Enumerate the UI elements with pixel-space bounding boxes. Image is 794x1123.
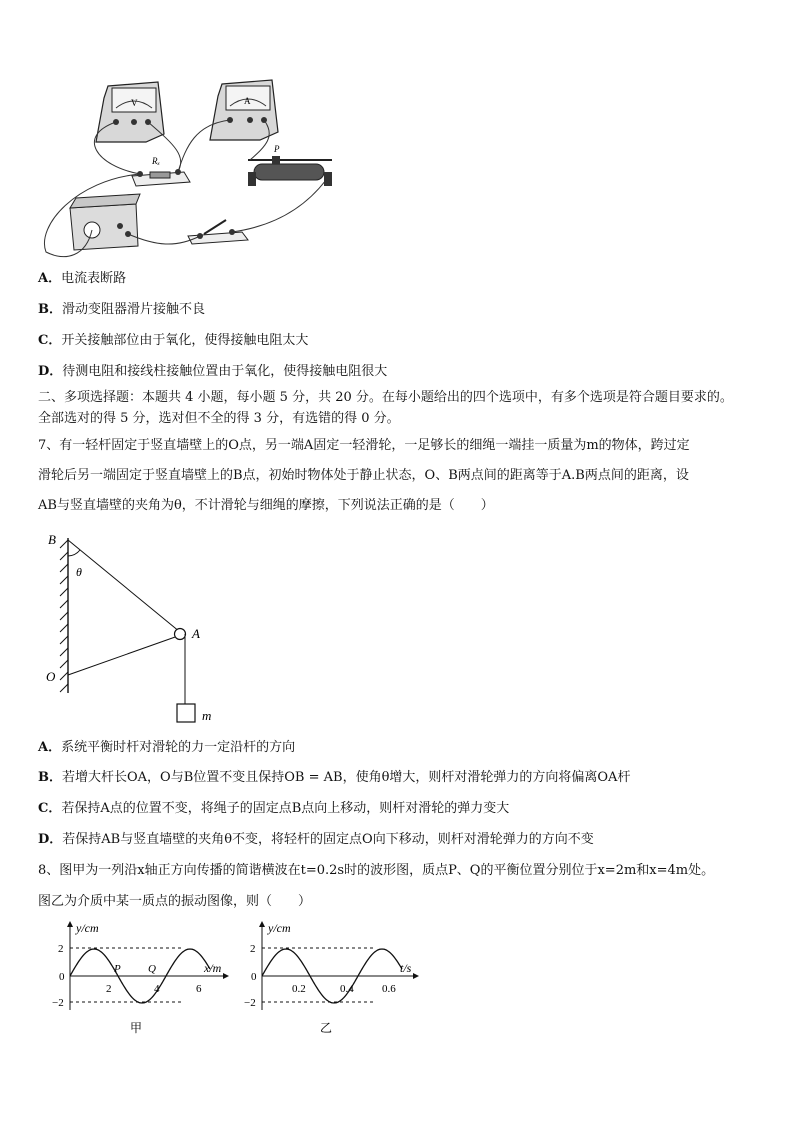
yi-xlabel: t/s (400, 961, 412, 975)
ammeter (210, 80, 278, 140)
option-letter: C． (38, 801, 62, 816)
jia-caption: 甲 (130, 1021, 143, 1035)
yi-y-neg: −2 (244, 997, 256, 1009)
rheostat-slider-label: P (274, 144, 280, 154)
jia-point-p: P (114, 963, 121, 975)
q7-stem-line2: 滑轮后另一端固定于竖直墙壁上的B点，初始时物体处于静止状态，O、B两点间的距离等于A.B两点间的距离，设 (38, 468, 689, 483)
label-o: O (46, 669, 56, 684)
option-letter: D． (38, 832, 63, 847)
section2-instructions-line1: 二、多项选择题：本题共 4 小题，每小题 5 分，共 20 分。在每小题给出的四个选项中，有多个选项是符合题目要求的。 (38, 390, 733, 405)
jia-origin: 0 (59, 971, 65, 983)
label-a: A (192, 626, 200, 641)
q7-stem-line3: AB与竖直墙壁的夹角为θ，不计滑轮与细绳的摩擦，下列说法正确的是（ ） (38, 498, 494, 513)
q8-stem-line1: 8、图甲为一列沿x轴正方向传播的简谐横波在t=0.2s时的波形图，质点P、Q的平衡位置分别位于x=2m和x=4m处。 (38, 863, 715, 878)
label-m: m (202, 708, 212, 723)
resistor-label: Rₓ (152, 156, 161, 166)
yi-tick-02: 0.2 (292, 983, 306, 995)
option-letter: D． (38, 364, 63, 379)
jia-y-pos: 2 (58, 943, 64, 955)
yi-tick-06: 0.6 (382, 983, 396, 995)
label-theta: θ (76, 565, 82, 579)
q8-stem-line2: 图乙为介质中某一质点的振动图像，则（ ） (38, 894, 312, 909)
voltmeter (96, 82, 164, 142)
switch (188, 220, 248, 244)
jia-ylabel: y/cm (76, 921, 99, 935)
option-text: 若增大杆长OA，O与B位置不变且保持OB = AB，使角θ增大，则杆对滑轮弹力的方向将偏离OA杆 (62, 770, 631, 785)
option-letter: B． (38, 302, 62, 317)
option-text: 若保持AB与竖直墙壁的夹角θ不变，将轻杆的固定点O向下移动，则杆对滑轮弹力的方向不变 (62, 832, 594, 847)
option-text: 系统平衡时杆对滑轮的力一定沿杆的方向 (61, 740, 296, 755)
power-supply (70, 194, 140, 250)
q7-option-c[interactable] (38, 800, 768, 818)
jia-point-q: Q (148, 963, 156, 975)
q7-option-a[interactable] (38, 739, 768, 757)
q7-option-b[interactable] (38, 769, 768, 787)
option-text: 开关接触部位由于氧化，使得接触电阻太大 (61, 333, 309, 348)
option-letter: B． (38, 770, 62, 785)
q6-option-a[interactable] (38, 270, 768, 288)
option-text: 电流表断路 (61, 271, 127, 286)
jia-y-neg: −2 (52, 997, 64, 1009)
q6-option-d[interactable] (38, 363, 768, 381)
q6-option-b[interactable] (38, 301, 768, 319)
wall-hatching (60, 540, 68, 692)
label-b: B (48, 532, 56, 547)
resistor-board (132, 156, 190, 186)
q7-option-d[interactable] (38, 831, 768, 849)
yi-origin: 0 (251, 971, 257, 983)
jia-xlabel: x/m (204, 961, 222, 975)
yi-caption: 乙 (320, 1021, 333, 1035)
q7-stem-line1: 7、有一轻杆固定于竖直墙壁上的O点，另一端A固定一轻滑轮，一足够长的细绳一端挂一质量为m的物体，跨过定 (38, 438, 690, 453)
ammeter-label: A (244, 96, 251, 106)
voltmeter-label: V (131, 98, 138, 108)
option-letter: A． (38, 740, 62, 755)
yi-ylabel: y/cm (268, 921, 291, 935)
option-text: 待测电阻和接线柱接触位置由于氧化，使得接触电阻很大 (62, 364, 388, 379)
yi-tick-04: 0.4 (340, 983, 354, 995)
circuit-diagram (36, 76, 346, 266)
graph-jia (50, 918, 250, 1038)
option-text: 滑动变阻器滑片接触不良 (62, 302, 206, 317)
pulley (175, 629, 186, 640)
mass-block (177, 704, 195, 722)
yi-y-pos: 2 (250, 943, 256, 955)
q7-figure (40, 528, 230, 728)
option-letter: A． (38, 271, 62, 286)
option-text: 若保持A点的位置不变，将绳子的固定点B点向上移动，则杆对滑轮的弹力变大 (61, 801, 510, 816)
jia-tick-6: 6 (196, 983, 202, 995)
option-letter: C． (38, 333, 62, 348)
graph-yi (232, 918, 432, 1038)
jia-tick-2: 2 (106, 983, 112, 995)
jia-tick-4: 4 (154, 983, 160, 995)
q6-option-c[interactable] (38, 332, 768, 350)
section2-instructions-line2: 全部选对的得 5 分，选对但不全的得 3 分，有选错的得 0 分。 (38, 411, 400, 426)
